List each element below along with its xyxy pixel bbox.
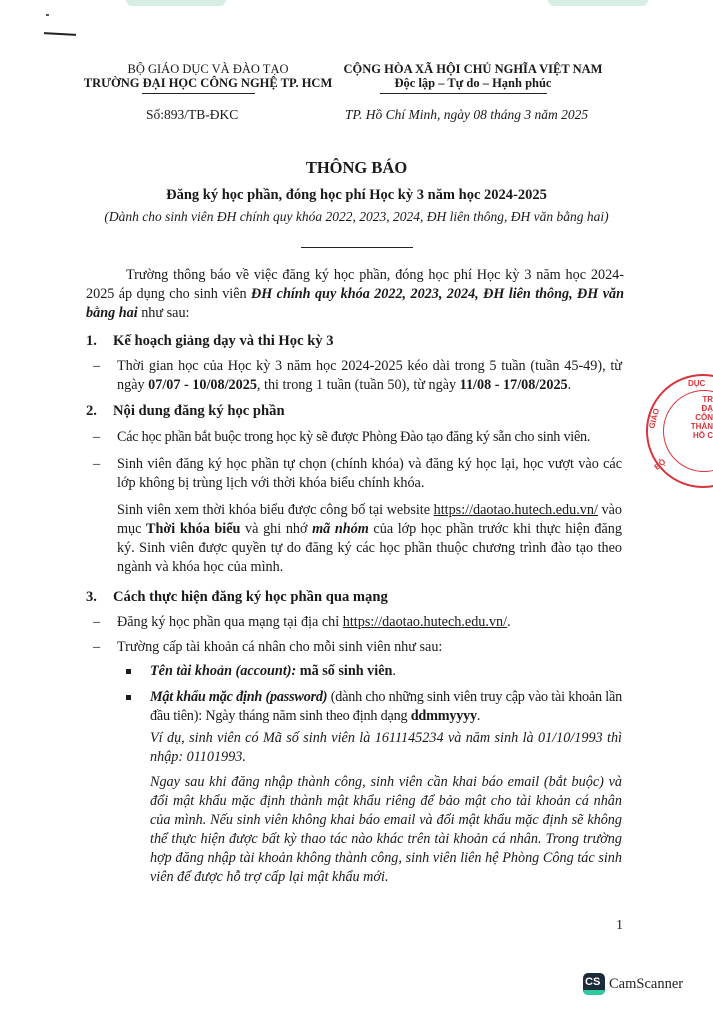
stamp-text: BỘ bbox=[652, 457, 668, 472]
registration-link[interactable]: https://daotao.hutech.edu.vn/ bbox=[342, 614, 508, 630]
daotao-website-link[interactable]: https://daotao.hutech.edu.vn/ bbox=[433, 502, 598, 518]
date-line: TP. Hồ Chí Minh, ngày 08 tháng 3 năm 2025 bbox=[345, 107, 589, 122]
list-item: – Trường cấp tài khoản cá nhân cho mỗi sinh viên như sau: bbox=[93, 639, 443, 655]
password-example: Ví dụ, sinh viên có Mã số sinh viên là 1611145234 và năm sinh là 01/10/1993 thì nhập: 01101993. bbox=[150, 730, 622, 765]
page-number: 1 bbox=[616, 918, 623, 933]
dash-bullet: – bbox=[93, 639, 101, 655]
sub-list-item: Mật khẩu mặc định (password) (dành cho những sinh viên truy cập vào tài khoản lần đầu tiên): Ngày tháng năm sinh theo định dạng ddmmyyyy. bbox=[150, 688, 622, 726]
scan-artifact bbox=[126, 0, 226, 6]
timetable-note: Sinh viên xem thời khóa biểu được công bố tại website https://daotao.hutech.edu.vn/ vào mục Thời khóa biểu và ghi nhớ mã nhóm của lớp học phần trước khi thực hiện đăng ký. Sinh viên được quyền tự do đăng ký các học phần thuộc chương trình đào tạo theo ngành và khóa học của mình. bbox=[117, 502, 622, 575]
stamp-text: DỤC bbox=[688, 379, 706, 388]
section-1-heading: 1. Kế hoạch giảng dạy và thi Học kỳ 3 bbox=[86, 333, 334, 349]
document-title: THÔNG BÁO bbox=[305, 158, 408, 177]
exam-period: 11/08 - 17/08/2025 bbox=[459, 377, 568, 393]
square-bullet bbox=[126, 695, 131, 700]
university-name: TRƯỜNG ĐẠI HỌC CÔNG NGHỆ TP. HCM bbox=[83, 76, 333, 90]
dash-bullet: – bbox=[93, 358, 101, 374]
sub-list-item: Tên tài khoản (account): mã số sinh viên. bbox=[150, 662, 622, 681]
document-subtitle: Đăng ký học phần, đóng học phí Học kỳ 3 năm học 2024-2025 bbox=[166, 187, 547, 203]
section-3-heading: 3. Cách thực hiện đăng ký học phần qua mạng bbox=[86, 589, 388, 605]
ministry-name: BỘ GIÁO DỤC VÀ ĐÀO TẠO bbox=[127, 62, 289, 76]
divider bbox=[301, 247, 413, 248]
dash-bullet: – bbox=[93, 429, 100, 445]
intro-paragraph: Trường thông báo về việc đăng ký học phần, đóng học phí Học kỳ 3 năm học 2024-2025 áp dụng cho sinh viên ĐH chính quy khóa 2022, 2023, 2024, ĐH liên thông, ĐH văn bằng hai như sau: bbox=[86, 267, 624, 321]
divider bbox=[380, 93, 547, 94]
issuer-block bbox=[58, 62, 358, 90]
list-item: – Đăng ký học phần qua mạng tại địa chỉ https://daotao.hutech.edu.vn/. bbox=[93, 614, 511, 630]
square-bullet bbox=[126, 669, 131, 674]
section-2-heading: 2. Nội dung đăng ký học phần bbox=[86, 403, 285, 419]
audience-note: (Dành cho sinh viên ĐH chính quy khóa 2022, 2023, 2024, ĐH liên thông, ĐH văn bằng hai) bbox=[104, 209, 609, 224]
scan-artifact bbox=[44, 32, 76, 36]
login-note: Ngay sau khi đăng nhập thành công, sinh viên cần khai báo email (bắt buộc) và đổi mật khẩu mặc định thành mật khẩu riêng để bảo mật cho tài khoản cá nhân của mình. Nếu sinh viên không khai báo email và đổi mật khẩu mặc định sẽ không thể thực hiện được bất kỳ thao tác nào khác trên tài khoản cá nhân. Trong trường hợp đăng nhập tài khoản không thành công, sinh viên liên hệ Phòng Công tác sinh viên để được hỗ trợ cấp lại mật khẩu mới. bbox=[150, 774, 622, 885]
divider bbox=[142, 93, 255, 94]
target-students: ĐH chính quy khóa 2022, 2023, 2024, ĐH liên thông, ĐH văn bằng hai bbox=[86, 286, 624, 321]
camscanner-logo-icon: CS bbox=[583, 973, 605, 995]
dash-bullet: – bbox=[93, 456, 101, 472]
scan-artifact bbox=[548, 0, 648, 6]
scan-artifact bbox=[46, 14, 49, 16]
national-motto: Độc lập – Tự do – Hạnh phúc bbox=[394, 76, 552, 90]
stamp-text: GIÁO bbox=[647, 407, 662, 430]
dash-bullet: – bbox=[93, 614, 101, 630]
national-heading bbox=[328, 62, 618, 90]
list-item: – Thời gian học của Học kỳ 3 năm học 2024-2025 kéo dài trong 5 tuần (tuần 45-49), từ ngày 07/07 - 10/08/2025, thi trong 1 tuần (tuần 50), từ ngày 11/08 - 17/08/2025. bbox=[93, 358, 622, 393]
reference-number: Số:893/TB-ĐKC bbox=[146, 107, 239, 122]
study-period: 07/07 - 10/08/2025 bbox=[148, 377, 257, 393]
list-item: – Các học phần bắt buộc trong học kỳ sẽ được Phòng Đào tạo đăng ký sẵn cho sinh viên. bbox=[93, 429, 591, 445]
list-item: – Sinh viên đăng ký học phần tự chọn (chính khóa) và đăng ký học lại, học vượt vào các lớp không bị trùng lịch với thời khóa biểu chính khóa. bbox=[93, 456, 622, 491]
stamp-center-text: TR ĐẠ CÔN THÀN HỒ C bbox=[690, 395, 713, 440]
country-name: CỘNG HÒA XÃ HỘI CHỦ NGHĨA VIỆT NAM bbox=[343, 62, 603, 76]
camscanner-watermark: CamScanner bbox=[609, 976, 684, 992]
